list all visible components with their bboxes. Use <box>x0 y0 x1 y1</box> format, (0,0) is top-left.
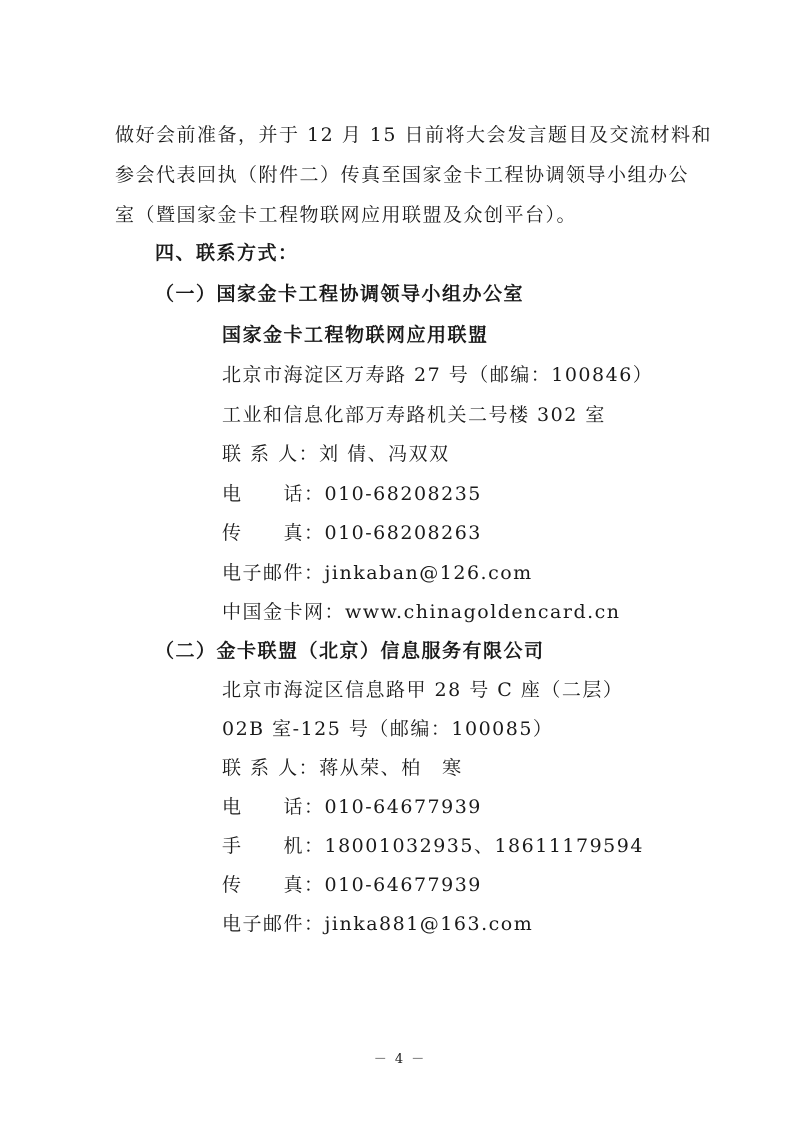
contact1-phone: 电 话：010-68208235 <box>222 483 482 505</box>
contact2-address: 北京市海淀区信息路甲 28 号 C 座（二层） <box>222 679 624 701</box>
contact1-website: 中国金卡网：www.chinagoldencard.cn <box>222 601 621 623</box>
contact1-heading: （一）国家金卡工程协调领导小组办公室 <box>155 283 525 305</box>
contact2-mobile: 手 机：18001032935、18611179594 <box>222 835 644 857</box>
contact2-room: 02B 室-125 号（邮编：100085） <box>222 718 554 740</box>
contact2-heading: （二）金卡联盟（北京）信息服务有限公司 <box>155 640 545 662</box>
contact2-person: 联 系 人：蒋从荣、柏 寒 <box>222 757 463 779</box>
page-number: － 4 － <box>373 1052 427 1067</box>
contact1-fax: 传 真：010-68208263 <box>222 522 482 544</box>
contact2-email: 电子邮件：jinka881@163.com <box>222 913 534 935</box>
contact2-fax: 传 真：010-64677939 <box>222 874 482 896</box>
section-heading: 四、联系方式： <box>155 242 299 264</box>
contact1-address: 北京市海淀区万寿路 27 号（邮编：100846） <box>222 364 654 386</box>
contact1-person: 联 系 人：刘 倩、冯双双 <box>222 443 450 465</box>
contact1-room: 工业和信息化部万寿路机关二号楼 302 室 <box>222 404 606 426</box>
paragraph-line-2: 参会代表回执（附件二）传真至国家金卡工程协调领导小组办公 <box>115 164 690 186</box>
contact1-email: 电子邮件：jinkaban@126.com <box>222 562 533 584</box>
contact1-subheading: 国家金卡工程物联网应用联盟 <box>222 324 489 346</box>
paragraph-line-3: 室（暨国家金卡工程物联网应用联盟及众创平台）。 <box>115 204 578 226</box>
contact2-phone: 电 话：010-64677939 <box>222 796 482 818</box>
paragraph-line-1: 做好会前准备，并于 12 月 15 日前将大会发言题目及交流材料和 <box>115 124 713 146</box>
